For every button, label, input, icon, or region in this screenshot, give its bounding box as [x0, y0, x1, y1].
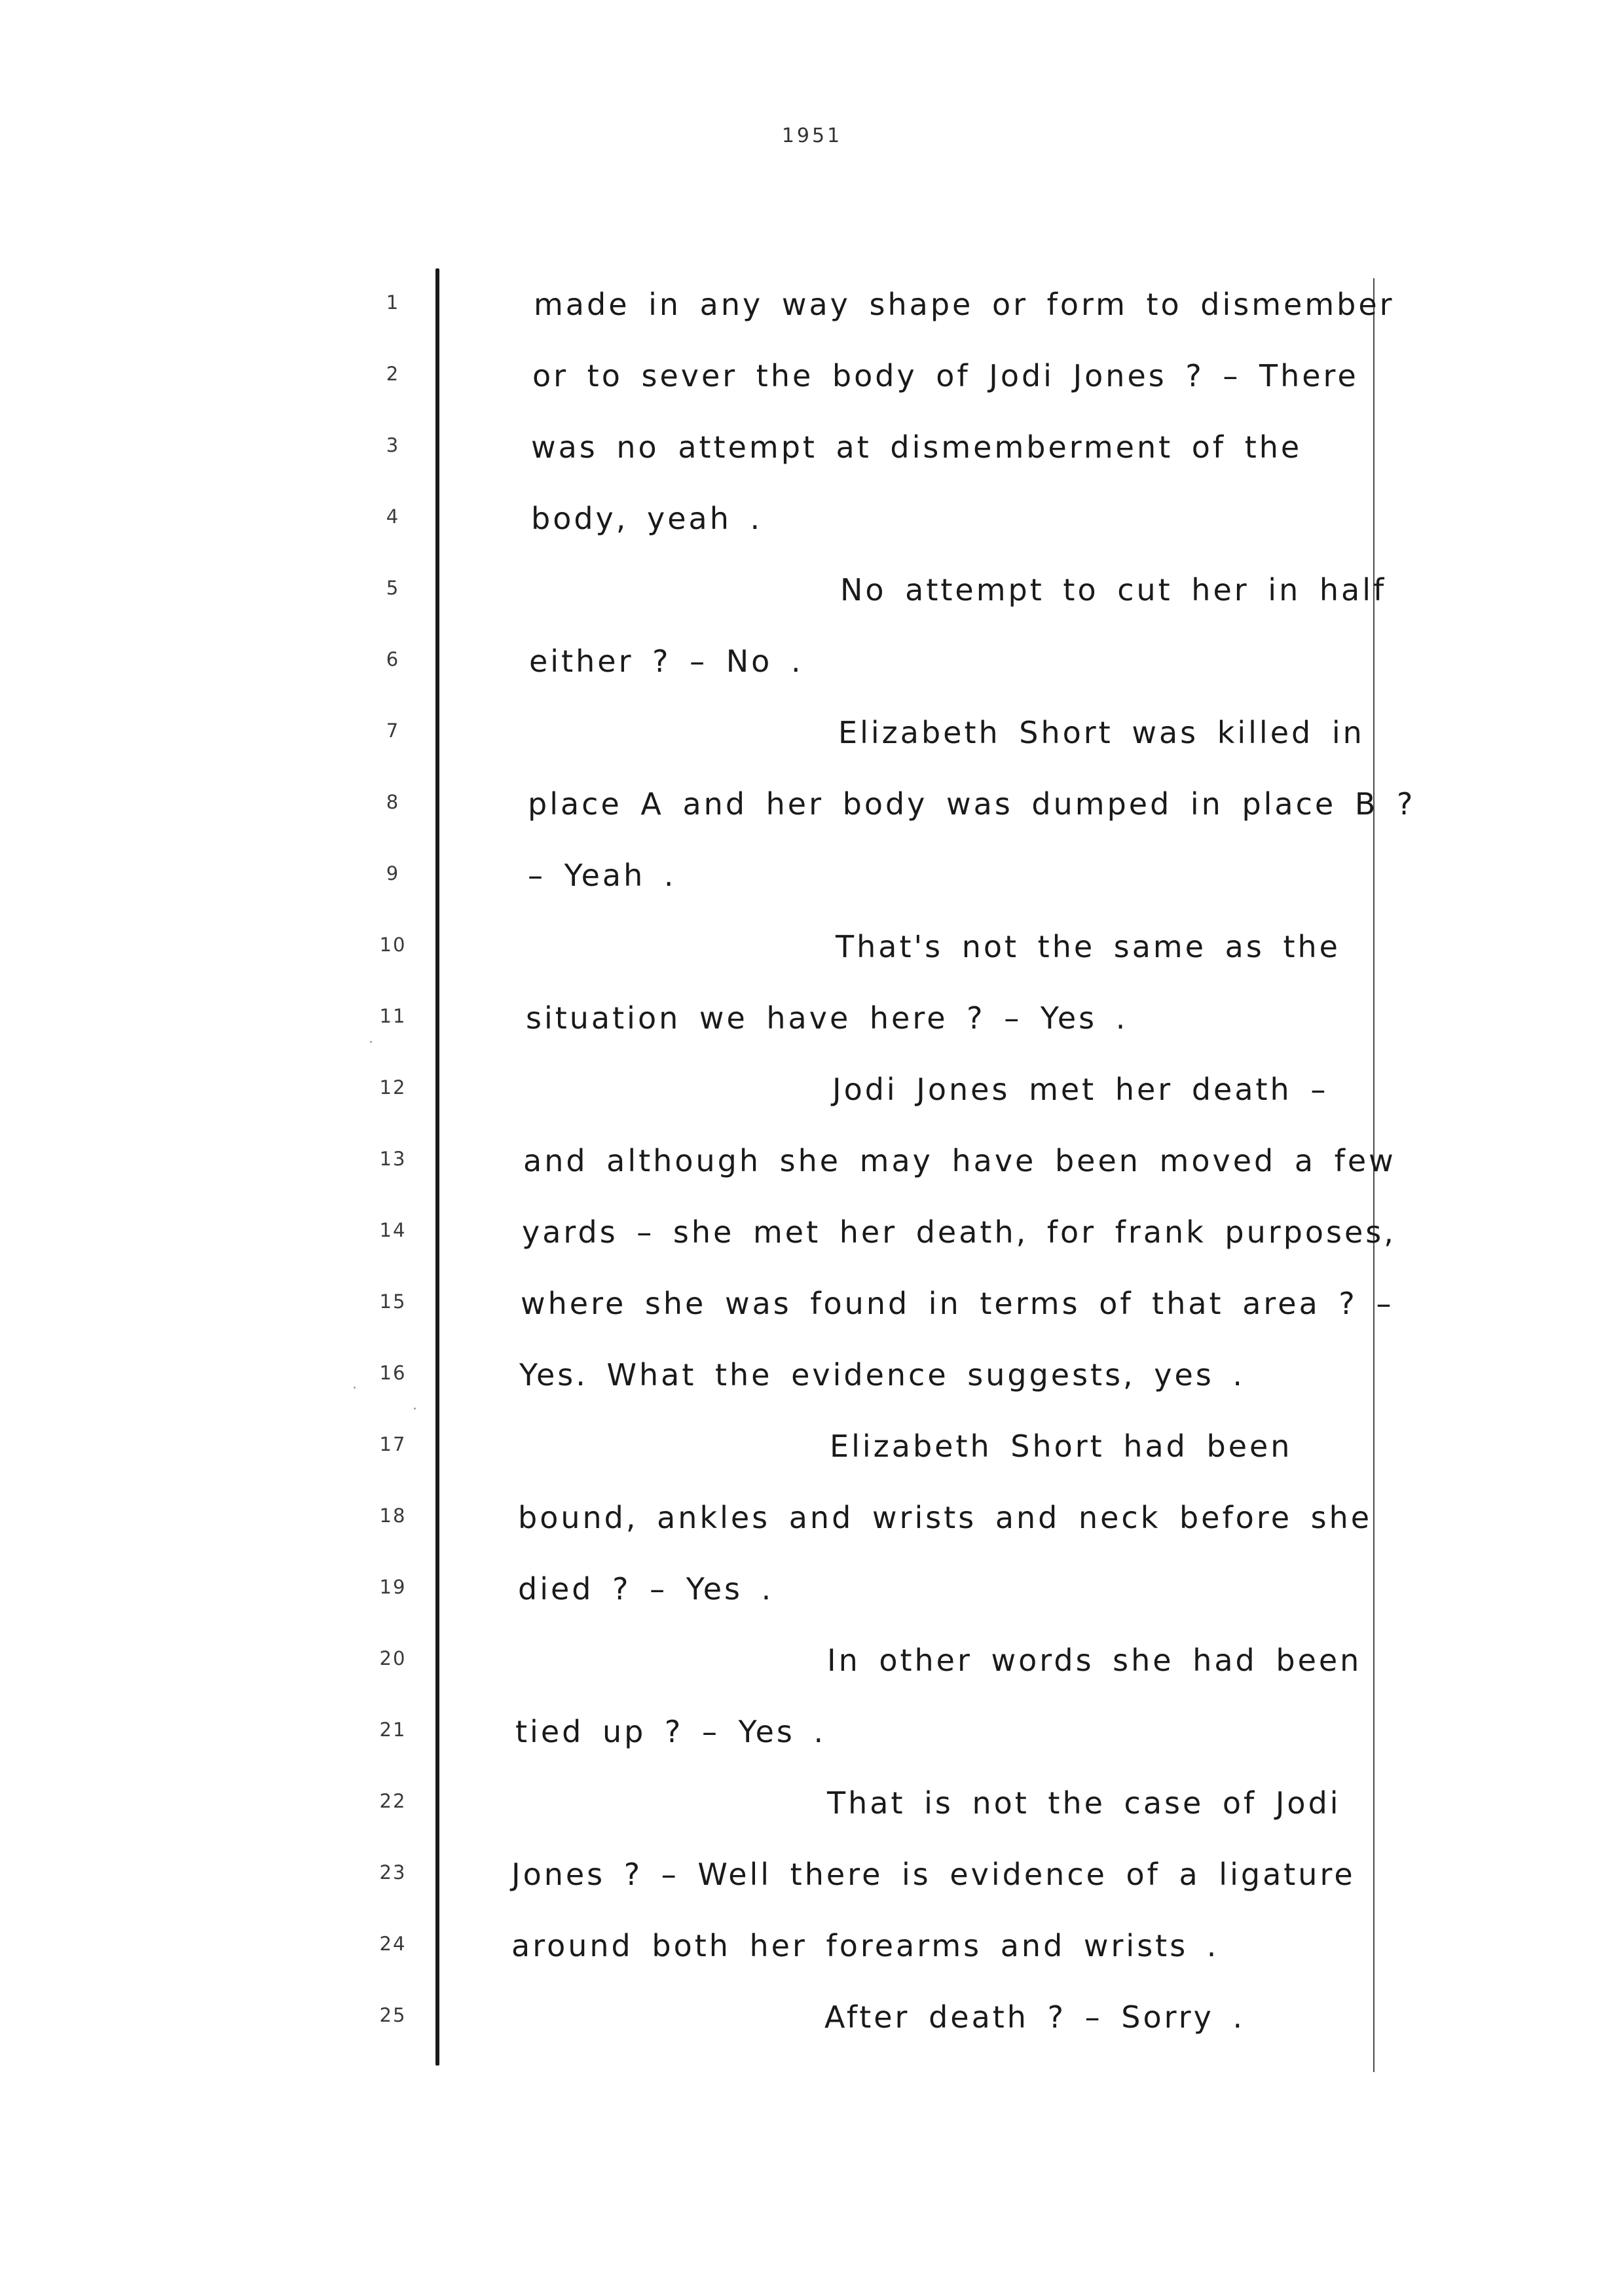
transcript-line: No attempt to cut her in half [840, 572, 1387, 608]
line-number: 3 [386, 434, 400, 456]
line-number: 5 [386, 577, 400, 599]
scan-speck [414, 1408, 416, 1410]
line-number: 9 [386, 862, 400, 884]
line-number: 13 [379, 1148, 407, 1170]
line-number: 8 [386, 791, 400, 813]
line-number: 2 [386, 363, 400, 385]
transcript-line: either ? – No . [529, 644, 803, 679]
transcript-line: Jones ? – Well there is evidence of a ligature [511, 1857, 1356, 1892]
transcript-line: or to sever the body of Jodi Jones ? – There [532, 358, 1359, 393]
scan-speck [370, 1041, 372, 1043]
line-number: 19 [379, 1576, 407, 1598]
line-number: 11 [379, 1005, 407, 1027]
transcript-line: Elizabeth Short was killed in [838, 715, 1365, 750]
line-number: 23 [379, 1861, 407, 1884]
transcript-line: place A and her body was dumped in place B ? [528, 786, 1416, 822]
transcript-line: tied up ? – Yes . [515, 1714, 826, 1749]
transcript-line: where she was found in terms of that area ? – [521, 1286, 1394, 1321]
transcript-line: – Yeah . [528, 858, 676, 893]
line-number: 12 [379, 1076, 407, 1099]
line-number: 21 [379, 1719, 407, 1741]
line-number: 10 [379, 934, 407, 956]
transcript-line: and although she may have been moved a few [523, 1143, 1396, 1178]
scan-speck [354, 1387, 356, 1389]
transcript-line: Jodi Jones met her death – [832, 1072, 1329, 1107]
left-margin-rule [435, 268, 439, 2066]
transcript-line: In other words she had been [827, 1643, 1362, 1678]
transcript-line: Yes. What the evidence suggests, yes . [519, 1357, 1246, 1393]
transcript-line: That is not the case of Jodi [827, 1785, 1341, 1821]
transcript-line: was no attempt at dismemberment of the [531, 429, 1302, 465]
transcript-line: yards – she met her death, for frank purposes, [522, 1214, 1396, 1250]
line-number: 14 [379, 1219, 407, 1241]
line-number: 24 [379, 1933, 407, 1955]
transcript-line: bound, ankles and wrists and neck before she [518, 1500, 1373, 1535]
line-number: 18 [379, 1504, 407, 1527]
transcript-line: That's not the same as the [836, 929, 1340, 964]
transcript-line: died ? – Yes . [518, 1571, 774, 1607]
line-number: 16 [379, 1362, 407, 1384]
line-number: 15 [379, 1290, 407, 1313]
line-number: 25 [379, 2004, 407, 2026]
transcript-line: situation we have here ? – Yes . [526, 1000, 1128, 1036]
line-number: 1 [386, 291, 400, 314]
page-number: 1951 [781, 124, 843, 147]
line-number: 6 [386, 648, 400, 670]
transcript-line: body, yeah . [531, 501, 763, 536]
line-number: 20 [379, 1647, 407, 1669]
transcript-line: around both her forearms and wrists . [511, 1928, 1219, 1963]
line-number: 17 [379, 1433, 407, 1455]
transcript-line: Elizabeth Short had been [830, 1429, 1293, 1464]
line-number: 7 [386, 720, 400, 742]
line-number: 22 [379, 1790, 407, 1812]
transcript-line: made in any way shape or form to dismember [534, 287, 1395, 322]
line-number: 4 [386, 505, 400, 528]
transcript-line: After death ? – Sorry . [824, 1999, 1246, 2035]
